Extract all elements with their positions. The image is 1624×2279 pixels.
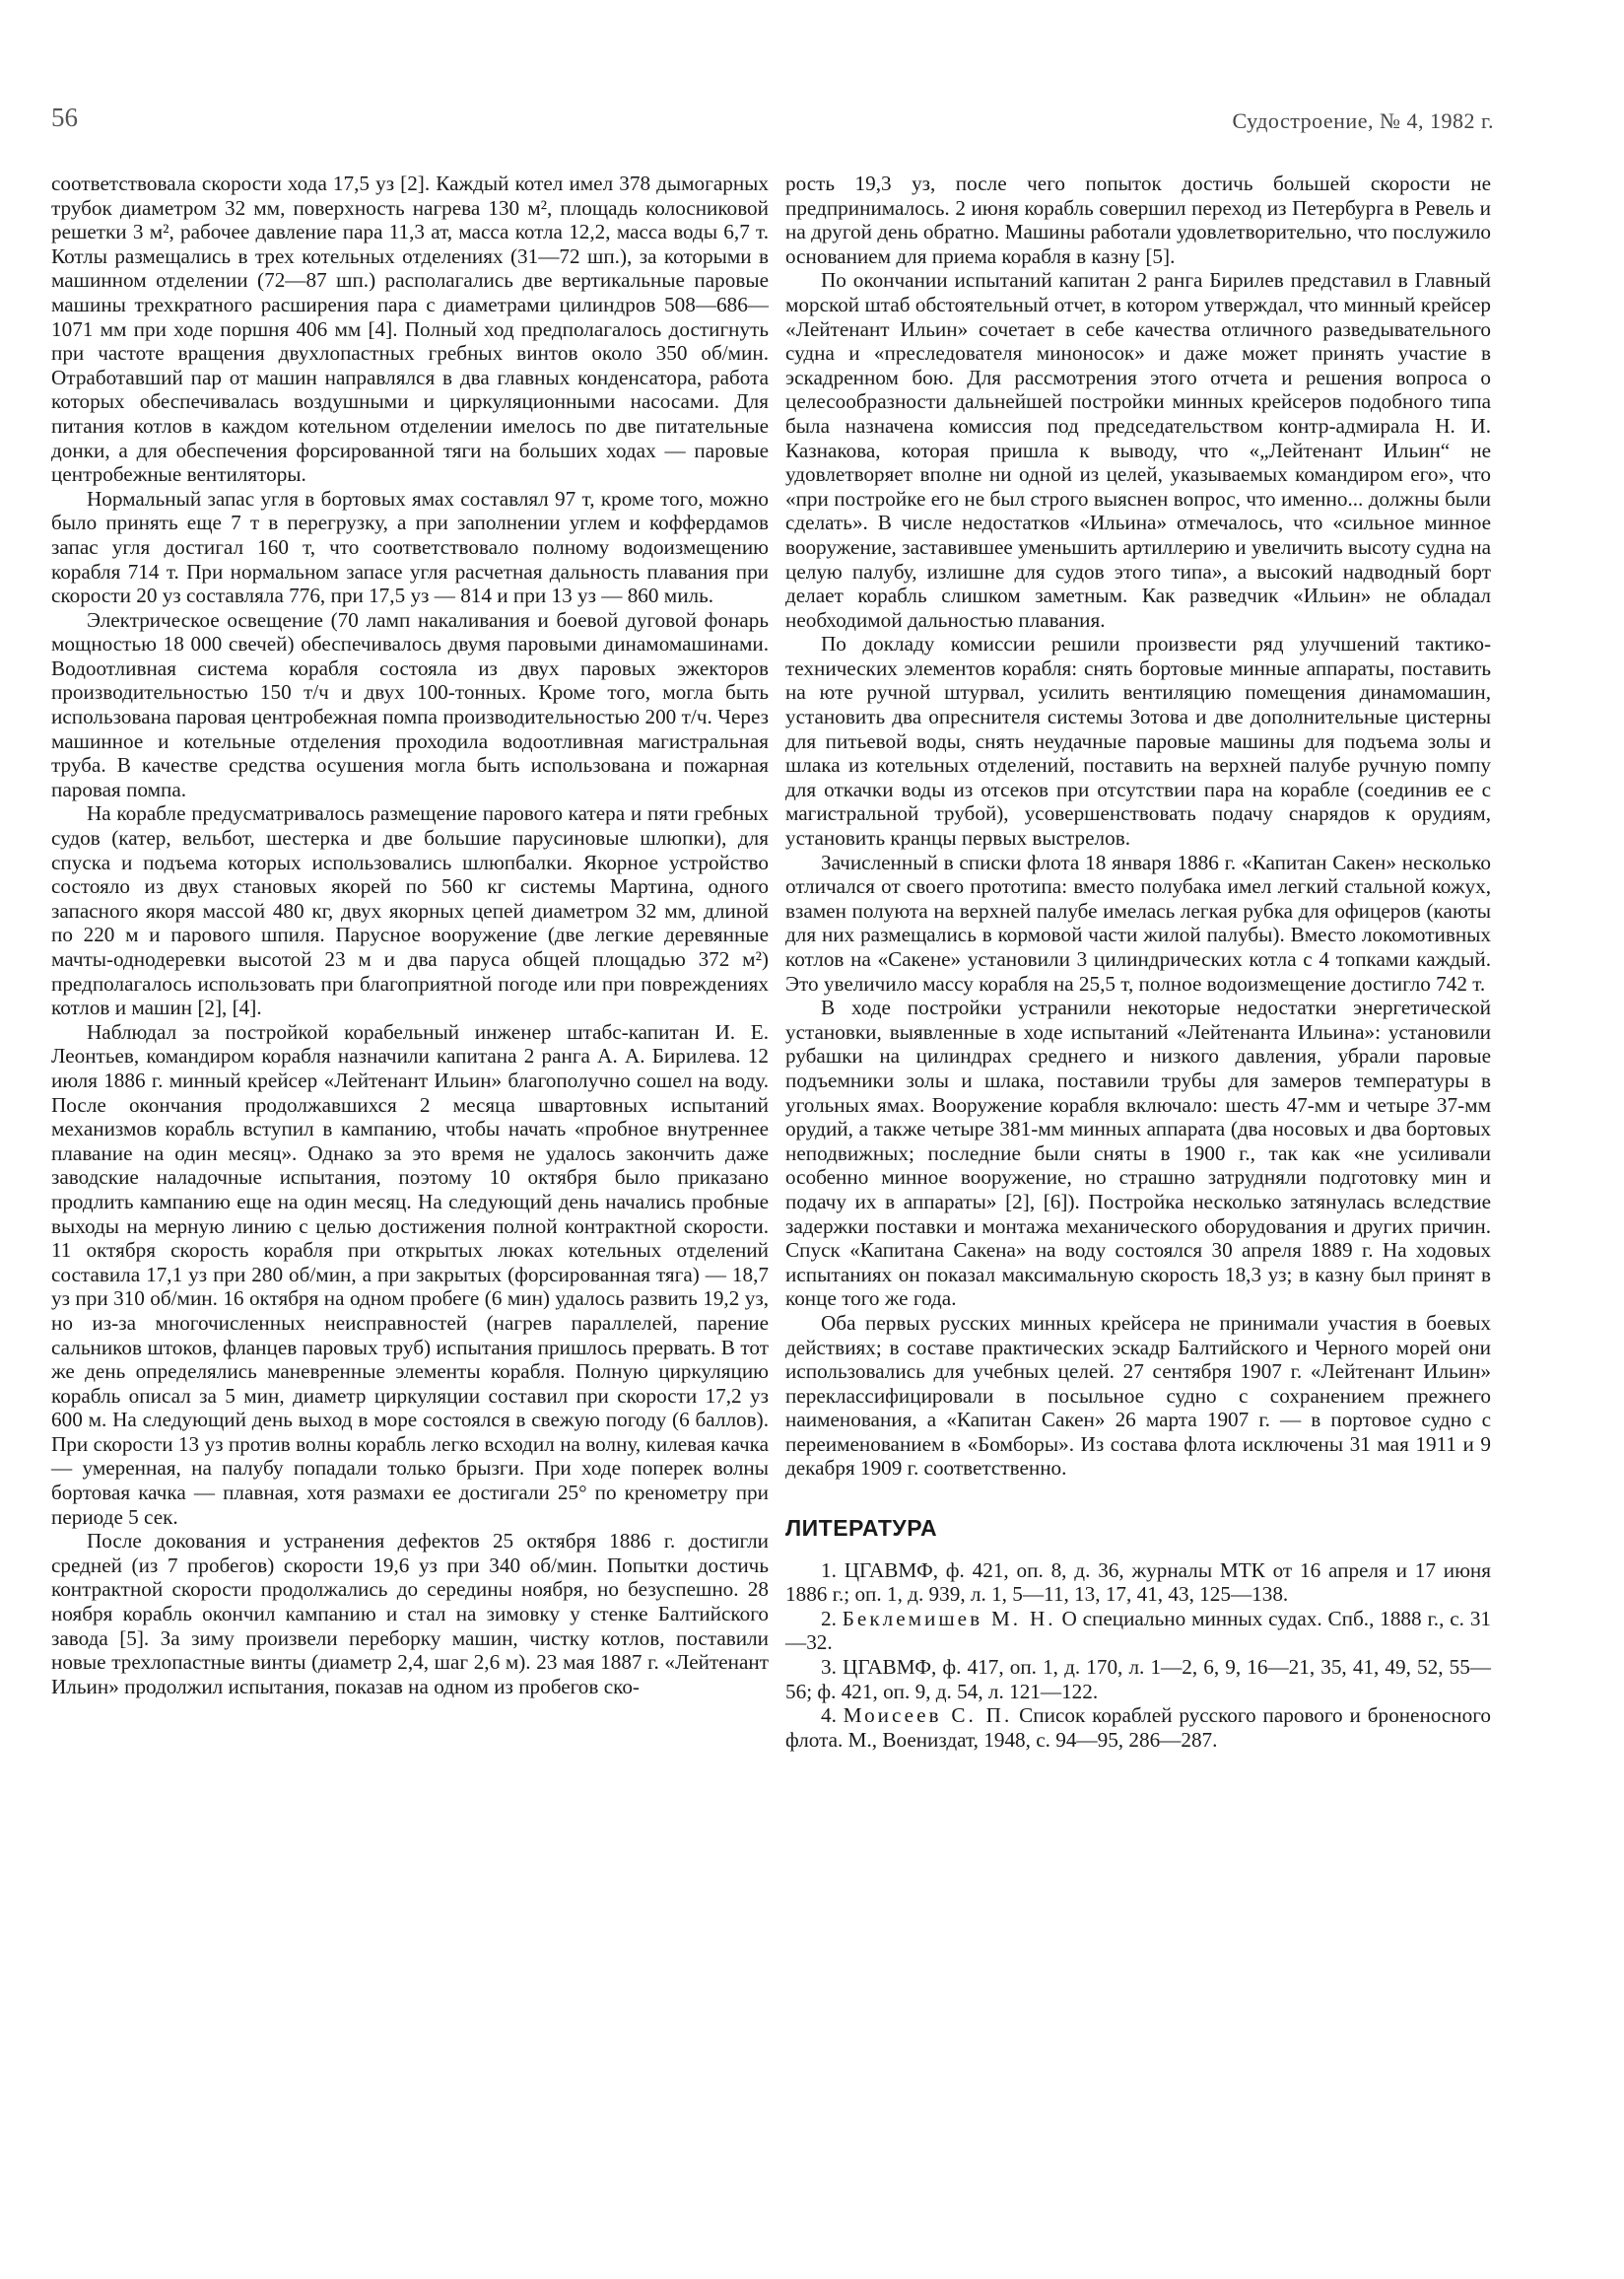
right-column bbox=[785, 172, 1491, 1752]
literature-item bbox=[785, 1655, 1491, 1703]
paragraph: Наблюдал за постройкой корабельный инженер штабс-капитан И. Е. Леонтьев, командиром корабля назначили капитана 2 ранга А. А. Бирилева. 12 июля 1886 г. минный крейсер «Лейтенант Ильин» благополучно сошел на воду. После окончания продолжавшихся 2 месяца швартовных испытаний механизмов корабль вступил в кампанию, чтобы начать «пробное внутреннее плавание на один месяц». Однако за это время не удалось закончить даже заводские наладочные испытания, поэтому 10 октября было приказано продлить кампанию еще на один месяц. На следующий день начались пробные выходы на мерную линию с целью достижения полной контрактной скорости. 11 октября скорость корабля при открытых люках котельных отделений составила 17,1 уз при 280 об/мин, а при закрытых (форсированная тяга) — 18,7 уз при 310 об/мин. 16 октября на одном пробеге (6 мин) удалось развить 19,2 уз, но из-за многочисленных неисправностей (нагрев параллелей, парение сальников штоков, фланцев паровых труб) испытания пришлось прервать. В тот же день определялись маневренные элементы корабля. Полную циркуляцию корабль описал за 5 мин, диаметр циркуляции составил при скорости 17,2 уз 600 м. На следующий день выход в море состоялся в свежую погоду (6 баллов). При скорости 13 уз против волны корабль легко всходил на волну, килевая качка — умеренная, на палубу попадали только брызги. При ходе поперек волны бортовая качка — плавная, хотя размахи ее достигали 25° по кренометру при периоде 5 сек. bbox=[51, 1019, 769, 1529]
paragraph: соответствовала скорости хода 17,5 уз [2]. Каждый котел имел 378 дымогарных трубок диаметром 32 мм, поверхность нагрева 130 м², площадь колосниковой решетки 3 м², рабочее давление пара 11,3 ат, масса котла 12,2, масса воды 6,7 т. Котлы размещались в трех котельных отделениях (31—72 шп.), за которыми в машинном отделении (72—87 шп.) располагались две вертикальные паровые машины трехкратного расширения пара с диаметрами цилиндров 508—686—1071 мм при ходе поршня 406 мм [4]. Полный ход предполагалось достигнуть при частоте вращения двухлопастных гребных винтов около 350 об/мин. Отработавший пар от машин направлялся в два главных конденсатора, работа которых обеспечивалась воздушными и циркуляционными насосами. Для питания котлов в каждом котельном отделении имелось по две питательные донки, а для обеспечения форсированной тяги на больших ходах — паровые центробежные вентиляторы. bbox=[51, 172, 769, 487]
literature-text: ЦГАВМФ, ф. 421, оп. 8, д. 36, журналы МТК от 16 апреля и 17 июня 1886 г.; оп. 1, д. 939, л. 1, 5—11, 13, 17, 41, 43, 125—138. bbox=[785, 1557, 1492, 1607]
literature-list bbox=[785, 1558, 1491, 1753]
literature-author: Моисеев С. П. bbox=[843, 1703, 1013, 1728]
paragraph: Нормальный запас угля в бортовых ямах составлял 97 т, кроме того, можно было принять еще 7 т в перегрузку, а при заполнении углем и коффердамов запас угля достигал 160 т, что соответствовало полному водоизмещению корабля 714 т. При нормальном запасе угля расчетная дальность плавания при скорости 20 уз составляла 776, при 17,5 уз — 814 и при 13 уз — 860 миль. bbox=[51, 486, 769, 608]
literature-item bbox=[785, 1703, 1491, 1752]
literature-author: Беклемишев М. Н. bbox=[842, 1606, 1056, 1630]
paragraph: В ходе постройки устранили некоторые недостатки энергетической установки, выявленные в ходе испытаний «Лейтенанта Ильина»: установили рубашки на цилиндрах среднего и низкого давления, убрали паровые подъемники золы и шлака, поставили трубы для замеров температуры в угольных ямах. Вооружение корабля включало: шесть 47-мм и четыре 37-мм орудий, а также четыре 381-мм минных аппарата (два носовых и два бортовых неподвижных; последние были сняты в 1900 г., так как «не усиливали особенно минное вооружение, но страшно затрудняли подготовку мин и подачу их в аппараты» [2], [6]). Постройка несколько затянулась вследствие задержки поставки и монтажа механического оборудования и других причин. Спуск «Капитана Сакена» на воду состоялся 30 апреля 1889 г. На ходовых испытаниях он показал максимальную скорость 18,3 уз; в казну был принят в конце того же года. bbox=[785, 996, 1491, 1311]
literature-item bbox=[785, 1558, 1491, 1607]
literature-heading: ЛИТЕРАТУРА bbox=[785, 1515, 938, 1542]
paragraph: По докладу комиссии решили произвести ряд улучшений тактико-технических элементов корабля: снять бортовые минные аппараты, поставить на юте ручной штурвал, усилить вентиляцию помещения динамомашин, установить два опреснителя системы Зотова и две дополнительные цистерны для питьевой воды, снять неудачные паровые машины для подъема золы и шлака из котельных отделений, поставить на верхней палубе ручную помпу для откачки воды из отсеков при отсутствии пара на корабле (соединив ее с магистральной трубой), усовершенствовать подачу снарядов к орудиям, установить кранцы первых выстрелов. bbox=[785, 632, 1491, 851]
literature-text: Список кораблей русского парового и броненосного флота. М., Воениздат, 1948, с. 94—95, 286—287. bbox=[785, 1703, 1491, 1752]
left-column bbox=[51, 172, 769, 1698]
page-number: 56 bbox=[51, 103, 78, 132]
paragraph: После докования и устранения дефектов 25 октября 1886 г. достигли средней (из 7 пробегов) скорости 19,6 уз при 340 об/мин. Попытки достичь контрактной скорости продолжались до середины ноября, но безуспешно. 28 ноября корабль окончил кампанию и стал на зимовку у стенке Балтийского завода [5]. За зиму произвели переборку машин, чистку котлов, поставили новые трехлопастные винты (диаметр 2,4, шаг 2,6 м). 23 мая 1887 г. «Лейтенант Ильин» продолжил испытания, показав на одном из пробегов ско- bbox=[51, 1529, 769, 1698]
paragraph: Электрическое освещение (70 ламп накаливания и боевой дуговой фонарь мощностью 18 000 свечей) обеспечивалось двумя паровыми динамомашинами. Водоотливная система корабля состояла из двух паровых эжекторов производительностью 150 т/ч и двух 100-тонных. Кроме того, могла быть использована паровая центробежная помпа производительностью 200 т/ч. Через машинное и котельные отделения проходила водоотливная магистральная труба. В качестве средства осушения могла быть использована и пожарная паровая помпа. bbox=[51, 607, 769, 801]
literature-num: 4. bbox=[821, 1703, 837, 1728]
literature-item bbox=[785, 1607, 1491, 1655]
paragraph: Зачисленный в списки флота 18 января 1886 г. «Капитан Сакен» несколько отличался от своего прототипа: вместо полубака имел легкий стальной кожух, взамен полуюта на верхней палубе имелась легкая рубка для офицеров (каюты для них размещались в кормовой части жилой палубы). Вместо локомотивных котлов на «Сакене» установили 3 цилиндрических котла с 4 топками каждый. Это увеличило массу корабля на 25,5 т, полное водоизмещение достигло 742 т. bbox=[785, 850, 1491, 996]
paragraph: Оба первых русских минных крейсера не принимали участия в боевых действиях; в составе практических эскадр Балтийского и Черного морей они использовались для учебных целей. 27 сентября 1907 г. «Лейтенант Ильин» переклассифицировали в посыльное судно с сохранением прежнего наименования, а «Капитан Сакен» 26 марта 1907 г. — в портовое судно с переименованием в «Бомборы». Из состава флота исключены 31 мая 1911 и 9 декабря 1909 г. соответственно. bbox=[785, 1310, 1491, 1481]
paragraph: рость 19,3 уз, после чего попыток достичь большей скорости не предпринималось. 2 июня корабль совершил переход из Петербурга в Ревель и на другой день обратно. Машины работали удовлетворительно, что послужило основанием для приема корабля в казну [5]. bbox=[785, 172, 1491, 268]
literature-text: О специально минных судах. Спб., 1888 г., с. 31—32. bbox=[785, 1606, 1492, 1655]
literature-num: 1. bbox=[821, 1557, 837, 1582]
paragraph: На корабле предусматривалось размещение парового катера и пяти гребных судов (катер, вельбот, шестерка и две большие парусиновые шлюпки), для спуска и подъема которых использовались шлюпбалки. Якорное устройство состояло из двух становых якорей по 560 кг системы Мартина, одного запасного якоря массой 480 кг, двух якорных цепей диаметром 32 мм, длиной по 220 м и парового шпиля. Парусное вооружение (две легкие деревянные мачты-однодеревки высотой 23 м и два паруса общей площадью 372 м²) предполагалось использовать при благоприятной погоде или при повреждениях котлов и машин [2], [4]. bbox=[51, 801, 769, 1020]
literature-num: 2. bbox=[821, 1606, 837, 1630]
journal-reference: Судостроение, № 4, 1982 г. bbox=[1232, 108, 1494, 133]
literature-text: ЦГАВМФ, ф. 417, оп. 1, д. 170, л. 1—2, 6, 9, 16—21, 35, 41, 49, 52, 55—56; ф. 421, оп. 9, д. 54, л. 121—122. bbox=[785, 1655, 1491, 1703]
literature-num: 3. bbox=[821, 1655, 837, 1680]
paragraph: По окончании испытаний капитан 2 ранга Бирилев представил в Главный морской штаб обстоятельный отчет, в котором утверждал, что минный крейсер «Лейтенант Ильин» сочетает в себе качества отличного разведывательного судна и «преследователя миноносок» и даже может принять участие в эскадренном бою. Для рассмотрения этого отчета и решения вопроса о целесообразности дальнейшей постройки минных крейсеров подобного типа была назначена комиссия под председательством контр-адмирала Н. И. Казнакова, которая пришла к выводу, что «„Лейтенант Ильин“ не удовлетворяет вполне ни одной из целей, указываемых командиром его», что «при постройке его не был строго выяснен вопрос, что именно... должны были сделать». В числе недостатков «Ильина» отмечалось, что «сильное минное вооружение, заставившее уменьшить артиллерию и увеличить высоту судна на целую палубу, излишне для судов этого типа», а высокий надводный борт делает корабль слишком заметным. Как разведчик «Ильин» не обладал необходимой дальностью плавания. bbox=[785, 268, 1491, 632]
